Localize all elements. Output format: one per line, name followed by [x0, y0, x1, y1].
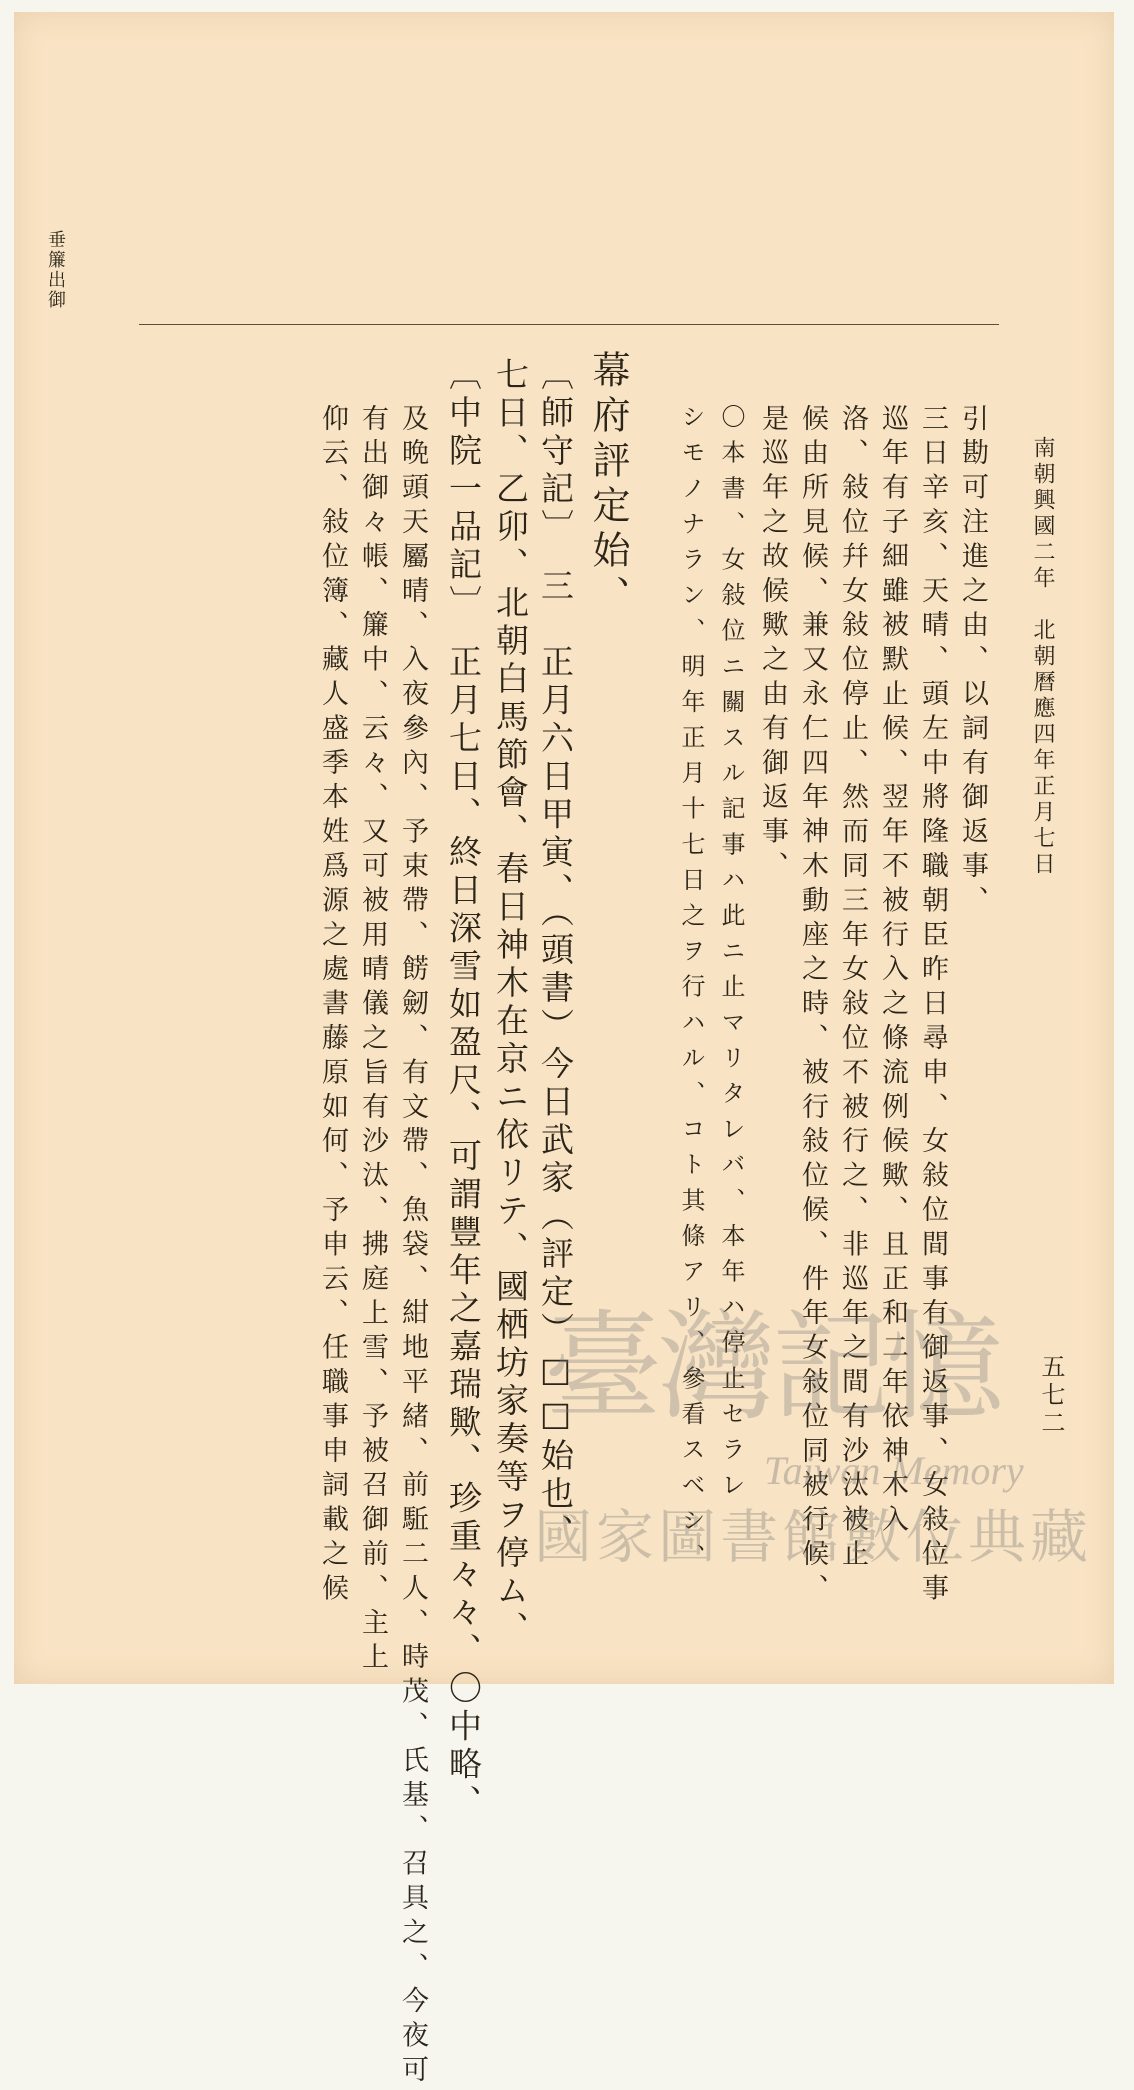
- text-column: 三日辛亥、天晴、頭左中將隆職朝臣昨日尋申、女敍位間事有御返事、女敍位事: [917, 404, 948, 1608]
- text-column: 候由所見候、兼又永仁四年神木動座之時、被行敍位候、件年女敍位同被行候、: [797, 404, 828, 1608]
- text-column: 及晩頭天屬晴、入夜參內、予束帶、餝劒、有文帶、魚袋、紺地平緒、前駈二人、時茂、氏基、召具之、今夜可: [397, 404, 428, 2090]
- text-column: 仰云、敍位簿、藏人盛季本姓爲源之處書藤原如何、予申云、任職事申詞載之候: [317, 404, 348, 1608]
- editor-note-column: シモノナラン、明年正月十七日之ヲ行ハル、コト其條アリ、參看スベシ、: [677, 404, 705, 1579]
- watermark-institution: 國家圖書館數位典藏: [534, 1503, 1093, 1571]
- page-number: 五七二: [1037, 1354, 1065, 1438]
- source-entry: 〔中院一品記〕 正月七日、終日深雪如盈尺、可謂豐年之嘉瑞歟、珍重々々、〇中略、: [444, 357, 483, 1823]
- text-column: 是巡年之故候歟之由有御返事、: [757, 404, 788, 886]
- section-heading: 幕府評定始、: [586, 350, 630, 620]
- book-page: [14, 12, 1114, 2090]
- editor-note-column: 〇本書、女敍位ニ關スル記事ハ此ニ止マリタレバ、本年ハ停止セラレ: [717, 404, 745, 1508]
- header-rule: [139, 324, 999, 325]
- library-watermark: [534, 1272, 1093, 1572]
- section-heading: 七日、乙卯、北朝白馬節會、春日神木在京ニ依リテ、國栖坊家奏等ヲ停ム、: [491, 357, 530, 1649]
- text-column: 引勘可注進之由、以詞有御返事、: [957, 404, 988, 920]
- text-column: 有出御々帳、簾中、云々、又可被用晴儀之旨有沙汰、拂庭上雪、予被召御前、主上: [357, 404, 388, 1677]
- watermark-logo: 臺灣記憶: [544, 1298, 1001, 1436]
- text-column: 巡年有子細雖被默止候、翌年不被行入之條流例候歟、且正和二年依神木入: [877, 404, 908, 1540]
- watermark-english: Taiwan Memory: [764, 1448, 1024, 1493]
- running-title: 南朝興國二年 北朝曆應四年正月七日: [1030, 436, 1055, 878]
- text-column: 洛、敍位幷女敍位停止、然而同三年女敍位不被行之、非巡年之間有沙汰被止: [837, 404, 868, 1574]
- side-label: 垂簾出御: [45, 230, 66, 310]
- source-entry: 〔師守記〕 三 正月六日甲寅、（頭書）今日武家（評定）□□始也、: [536, 357, 575, 1552]
